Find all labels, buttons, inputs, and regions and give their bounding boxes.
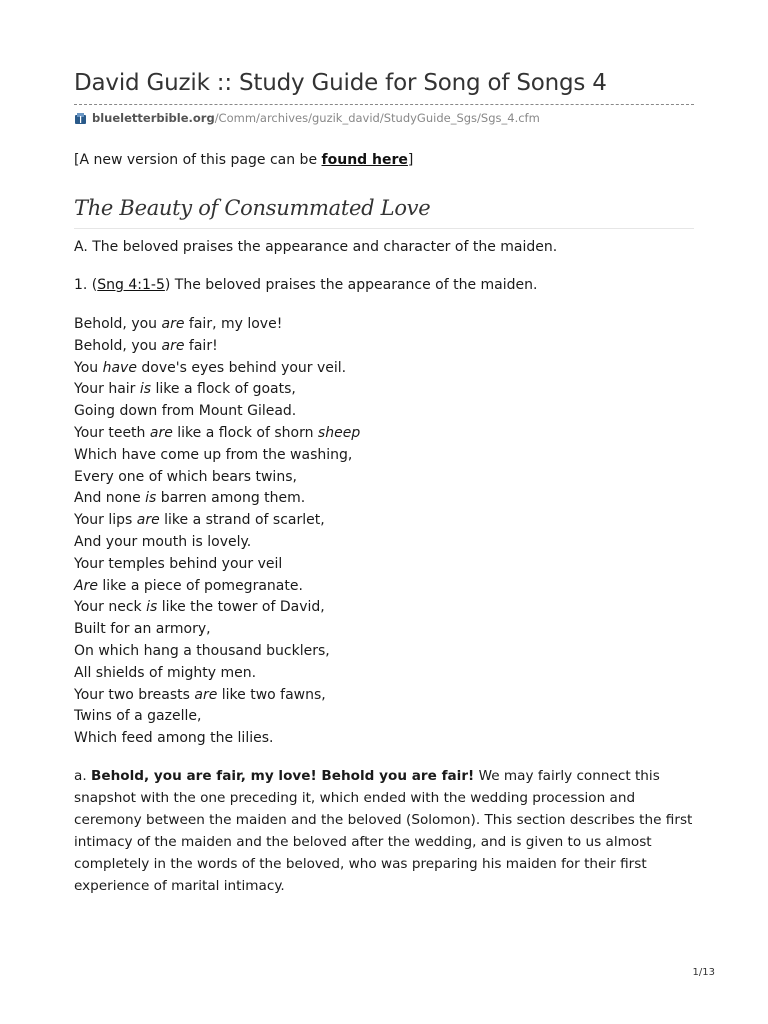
poem-emphasis: are [149,424,173,441]
commentary-label: a. [74,768,91,784]
poem-text: Your two breasts [74,686,195,703]
new-version-notice [74,152,413,168]
poem-text: And none [74,490,146,507]
poem-text: fair, my love! [184,316,283,332]
point-1-suffix: ) The beloved praises the appearance of the maiden. [164,277,538,293]
blue-letter-bible-favicon-icon [74,112,87,125]
poem-text: Your lips [74,512,137,529]
poem-text: Which have come up from the washing, [74,446,353,463]
poem-line [74,532,360,554]
page-title: David Guzik :: Study Guide for Song of Songs 4 [74,70,607,96]
poem-line [74,641,360,663]
poem-text: Behold, you [74,316,162,332]
poem-line [74,423,360,445]
poem-text: Every one of which bears twins, [74,468,297,485]
poem-emphasis: are [161,337,185,354]
poem-line [74,401,360,423]
poem-text: like two fawns, [217,686,326,703]
poem-emphasis: sheep [317,424,361,441]
poem-text: On which hang a thousand bucklers, [74,642,330,659]
poem-text: Which feed among the lilies. [74,730,274,747]
source-domain: blueletterbible.org [92,111,215,125]
poem-emphasis: have [102,359,137,376]
poem-line [74,467,360,489]
poem-text: Your hair [74,381,140,398]
point-1-prefix: 1. ( [74,277,98,293]
section-heading: The Beauty of Consummated Love [74,196,431,220]
poem-line [74,663,360,685]
source-url[interactable] [74,111,540,125]
scripture-passage [74,314,360,750]
poem-text: like a flock of goats, [151,381,296,398]
poem-line [74,510,360,532]
poem-line [74,445,360,467]
page-number: 1/13 [692,967,715,978]
poem-text: Built for an armory, [74,621,211,638]
poem-text: Twins of a gazelle, [74,708,202,725]
found-here-link[interactable]: found here [321,152,408,168]
poem-text: dove's eyes behind your veil. [136,359,347,376]
poem-emphasis: are [194,686,218,703]
source-path: /Comm/archives/guzik_david/StudyGuide_Sgs/Sgs_4.cfm [214,111,540,125]
poem-text: Behold, you [74,337,162,354]
poem-text: like a flock of shorn [172,424,318,441]
commentary-text: We may fairly connect this snapshot with the one preceding it, which ended with the wedding procession and ceremony between the maiden and the beloved (Solomon). This section describes the first intimacy of the maiden and the beloved after the wedding, and is given to us almost completely in the words of the beloved, who was preparing his maiden for their first experience of marital intimacy. [74,768,693,894]
title-divider [74,104,694,105]
poem-emphasis: is [145,490,157,507]
commentary-bold-quote: Behold, you are fair, my love! Behold you are fair! [90,768,475,784]
notice-suffix: ] [407,152,414,168]
poem-line [74,597,360,619]
poem-emphasis: is [139,381,152,398]
poem-text: And your mouth is lovely. [74,533,252,550]
poem-text: like the tower of David, [157,599,325,616]
poem-line [74,554,360,576]
poem-line [74,314,360,336]
poem-line [74,488,360,510]
poem-emphasis: are [136,512,160,529]
poem-emphasis: are [161,316,185,332]
poem-emphasis: Are [74,577,98,594]
poem-text: Your teeth [74,424,150,441]
poem-text: barren among them. [156,490,306,507]
poem-emphasis: is [146,599,158,616]
commentary-paragraph [74,765,694,897]
poem-text: Your neck [74,599,147,616]
poem-line [74,336,360,358]
poem-line [74,685,360,707]
poem-line [74,619,360,641]
poem-text: Going down from Mount Gilead. [74,403,297,420]
section-divider [74,228,694,229]
poem-line [74,379,360,401]
poem-line [74,728,360,750]
point-1 [74,277,537,293]
poem-text: like a strand of scarlet, [159,512,325,529]
poem-text: fair! [184,337,218,354]
notice-prefix: [A new version of this page can be [74,152,322,168]
poem-line [74,358,360,380]
poem-text: All shields of mighty men. [74,664,257,681]
poem-text: like a piece of pomegranate. [97,577,303,594]
poem-text: Your temples behind your veil [74,555,283,572]
poem-text: You [74,359,103,376]
poem-line [74,706,360,728]
point-a: A. The beloved praises the appearance and character of the maiden. [74,239,558,255]
scripture-reference-link[interactable]: Sng 4:1-5 [97,277,165,293]
poem-line [74,576,360,598]
